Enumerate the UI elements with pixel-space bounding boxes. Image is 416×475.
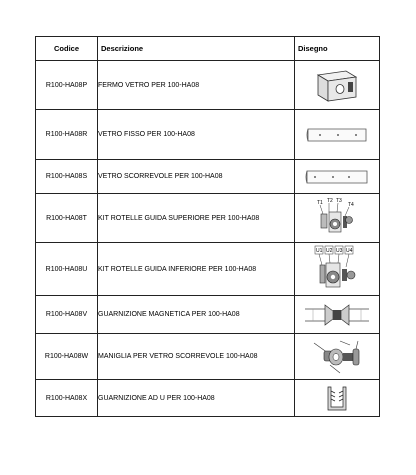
part-description: FERMO VETRO PER 100-HA08 xyxy=(98,61,295,110)
drawing-label-u2: U2 xyxy=(326,248,333,254)
header-code: Codice xyxy=(36,37,98,61)
part-code: R100-HA08V xyxy=(36,296,98,334)
table-row xyxy=(36,296,380,334)
part-description: GUARNIZIONE MAGNETICA PER 100-HA08 xyxy=(98,296,295,334)
handle-drawing xyxy=(310,337,364,377)
part-description: KIT ROTELLE GUIDA INFERIORE PER 100-HA08 xyxy=(98,243,295,296)
drawing-label-t1: T1 xyxy=(317,200,323,206)
part-description: KIT ROTELLE GUIDA SUPERIORE PER 100-HA08 xyxy=(98,194,295,243)
part-code: R100-HA08X xyxy=(36,380,98,417)
part-code: R100-HA08S xyxy=(36,160,98,194)
table-row xyxy=(36,334,380,380)
u-gasket-drawing xyxy=(322,383,352,413)
table-header-row xyxy=(36,37,380,61)
lower-roller-kit-drawing xyxy=(312,245,362,293)
part-code: R100-HA08P xyxy=(36,61,98,110)
drawing-label-t2: T2 xyxy=(327,198,333,204)
upper-roller-kit-drawing xyxy=(315,196,359,240)
drawing-label-u1: U1 xyxy=(316,248,323,254)
drawing-cell xyxy=(295,160,380,194)
sliding-glass-drawing xyxy=(305,167,369,187)
table-row xyxy=(36,110,380,160)
part-code: R100-HA08T xyxy=(36,194,98,243)
glass-stop-drawing xyxy=(312,65,362,105)
part-code: R100-HA08R xyxy=(36,110,98,160)
table-row xyxy=(36,61,380,110)
part-description: GUARNIZIONE AD U PER 100-HA08 xyxy=(98,380,295,417)
table-row xyxy=(36,194,380,243)
table-row xyxy=(36,380,380,417)
header-drawing: Disegno xyxy=(295,37,380,61)
drawing-cell xyxy=(295,380,380,417)
drawing-cell xyxy=(295,61,380,110)
parts-table xyxy=(35,36,380,417)
drawing-label-t3: T3 xyxy=(336,198,342,204)
drawing-cell xyxy=(295,194,380,243)
magnetic-gasket-drawing xyxy=(303,301,371,329)
part-description: MANIGLIA PER VETRO SCORREVOLE 100-HA08 xyxy=(98,334,295,380)
drawing-cell xyxy=(295,243,380,296)
part-code: R100-HA08W xyxy=(36,334,98,380)
drawing-cell xyxy=(295,334,380,380)
drawing-cell xyxy=(295,296,380,334)
part-description: VETRO SCORREVOLE PER 100-HA08 xyxy=(98,160,295,194)
header-description: Descrizione xyxy=(98,37,295,61)
table-row xyxy=(36,243,380,296)
part-description: VETRO FISSO PER 100-HA08 xyxy=(98,110,295,160)
part-code: R100-HA08U xyxy=(36,243,98,296)
fixed-glass-drawing xyxy=(306,125,368,145)
drawing-label-u3: U3 xyxy=(336,248,343,254)
drawing-label-u4: U4 xyxy=(346,248,353,254)
drawing-label-t4: T4 xyxy=(348,202,354,208)
table-row xyxy=(36,160,380,194)
drawing-cell xyxy=(295,110,380,160)
